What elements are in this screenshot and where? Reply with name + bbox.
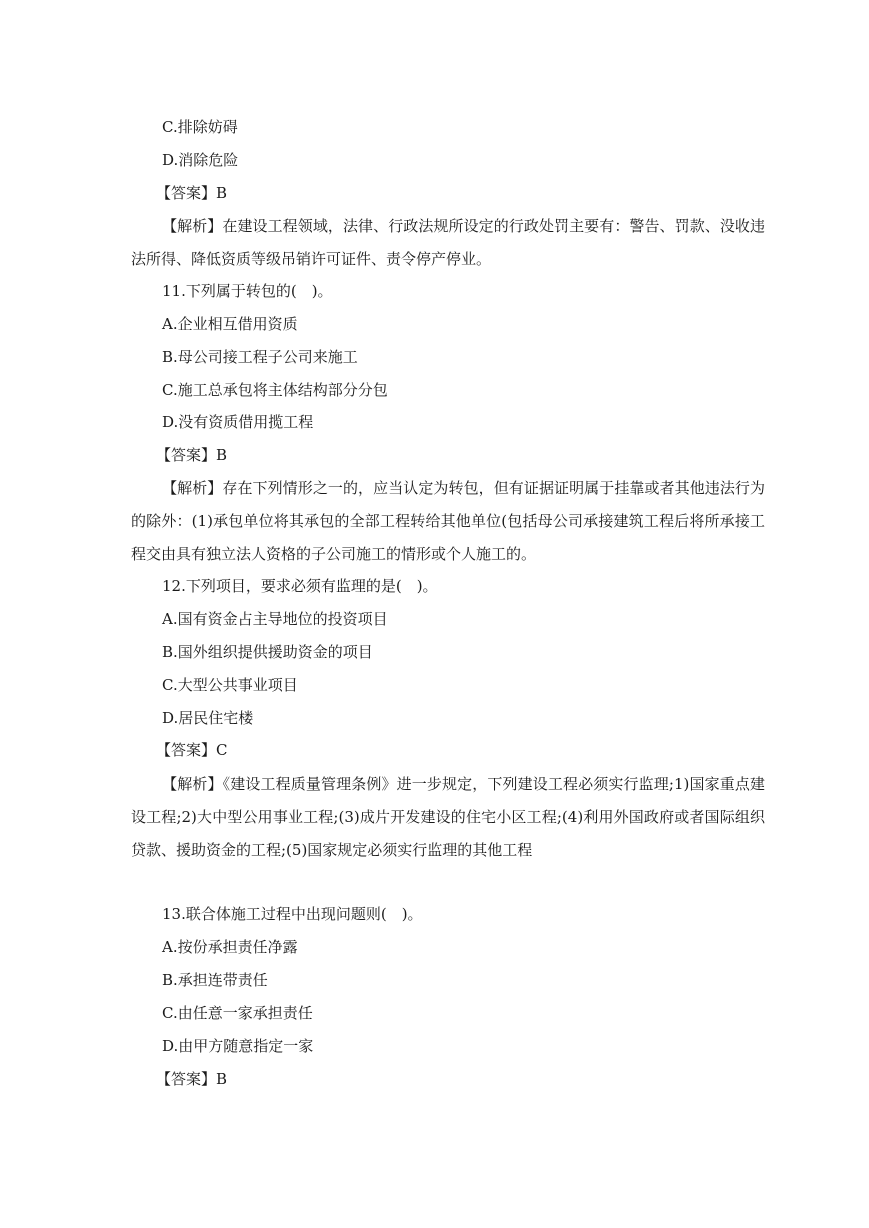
q12-analysis xyxy=(131,768,765,866)
q11-analysis xyxy=(131,472,765,570)
q12-option-b: B.国外组织提供援助资金的项目 xyxy=(162,643,373,661)
q13-option-d: D.由甲方随意指定一家 xyxy=(162,1037,314,1055)
q11-question: 11.下列属于转包的( )。 xyxy=(162,282,333,300)
q13-option-c: C.由任意一家承担责任 xyxy=(162,1004,313,1022)
q11-option-c: C.施工总承包将主体结构部分分包 xyxy=(162,381,388,399)
q12-option-d: D.居民住宅楼 xyxy=(162,709,254,727)
q11-option-d: D.没有资质借用揽工程 xyxy=(162,413,314,431)
q12-option-a: A.国有资金占主导地位的投资项目 xyxy=(162,610,388,628)
q13-option-b: B.承担连带责任 xyxy=(162,971,268,989)
q12-analysis-text: 【解析】《建设工程质量管理条例》进一步规定，下列建设工程必须实行监理;1)国家重点建设工程;2)大中型公用事业工程;(3)成片开发建设的住宅小区工程;(4)利用外国政府或者国际组织贷款、援助资金的工程;(5)国家规定必须实行监理的其他工程 xyxy=(131,775,765,859)
q10-analysis xyxy=(131,210,765,276)
q11-option-b: B.母公司接工程子公司来施工 xyxy=(162,348,358,366)
q10-answer: 【答案】B xyxy=(156,184,228,202)
q13-answer: 【答案】B xyxy=(156,1070,228,1088)
q13-option-a: A.按份承担责任净露 xyxy=(162,938,298,956)
q11-analysis-text: 【解析】存在下列情形之一的，应当认定为转包，但有证据证明属于挂靠或者其他违法行为的除外：(1)承包单位将其承包的全部工程转给其他单位(包括母公司承接建筑工程后将所承接工程交由具有独立法人资格的子公司施工的情形或个人施工的。 xyxy=(131,479,765,563)
q10-option-c: C.排除妨碍 xyxy=(162,118,238,136)
q11-answer: 【答案】B xyxy=(156,446,228,464)
q10-analysis-text: 【解析】在建设工程领域，法律、行政法规所设定的行政处罚主要有：警告、罚款、没收违法所得、降低资质等级吊销许可证件、责令停产停业。 xyxy=(131,217,765,268)
q10-option-d: D.消除危险 xyxy=(162,151,239,169)
q13-question: 13.联合体施工过程中出现问题则( )。 xyxy=(162,905,423,923)
q12-question: 12.下列项目，要求必须有监理的是( )。 xyxy=(162,577,438,595)
q12-option-c: C.大型公共事业项目 xyxy=(162,676,298,694)
q11-option-a: A.企业相互借用资质 xyxy=(162,315,298,333)
q12-answer: 【答案】C xyxy=(156,741,228,759)
